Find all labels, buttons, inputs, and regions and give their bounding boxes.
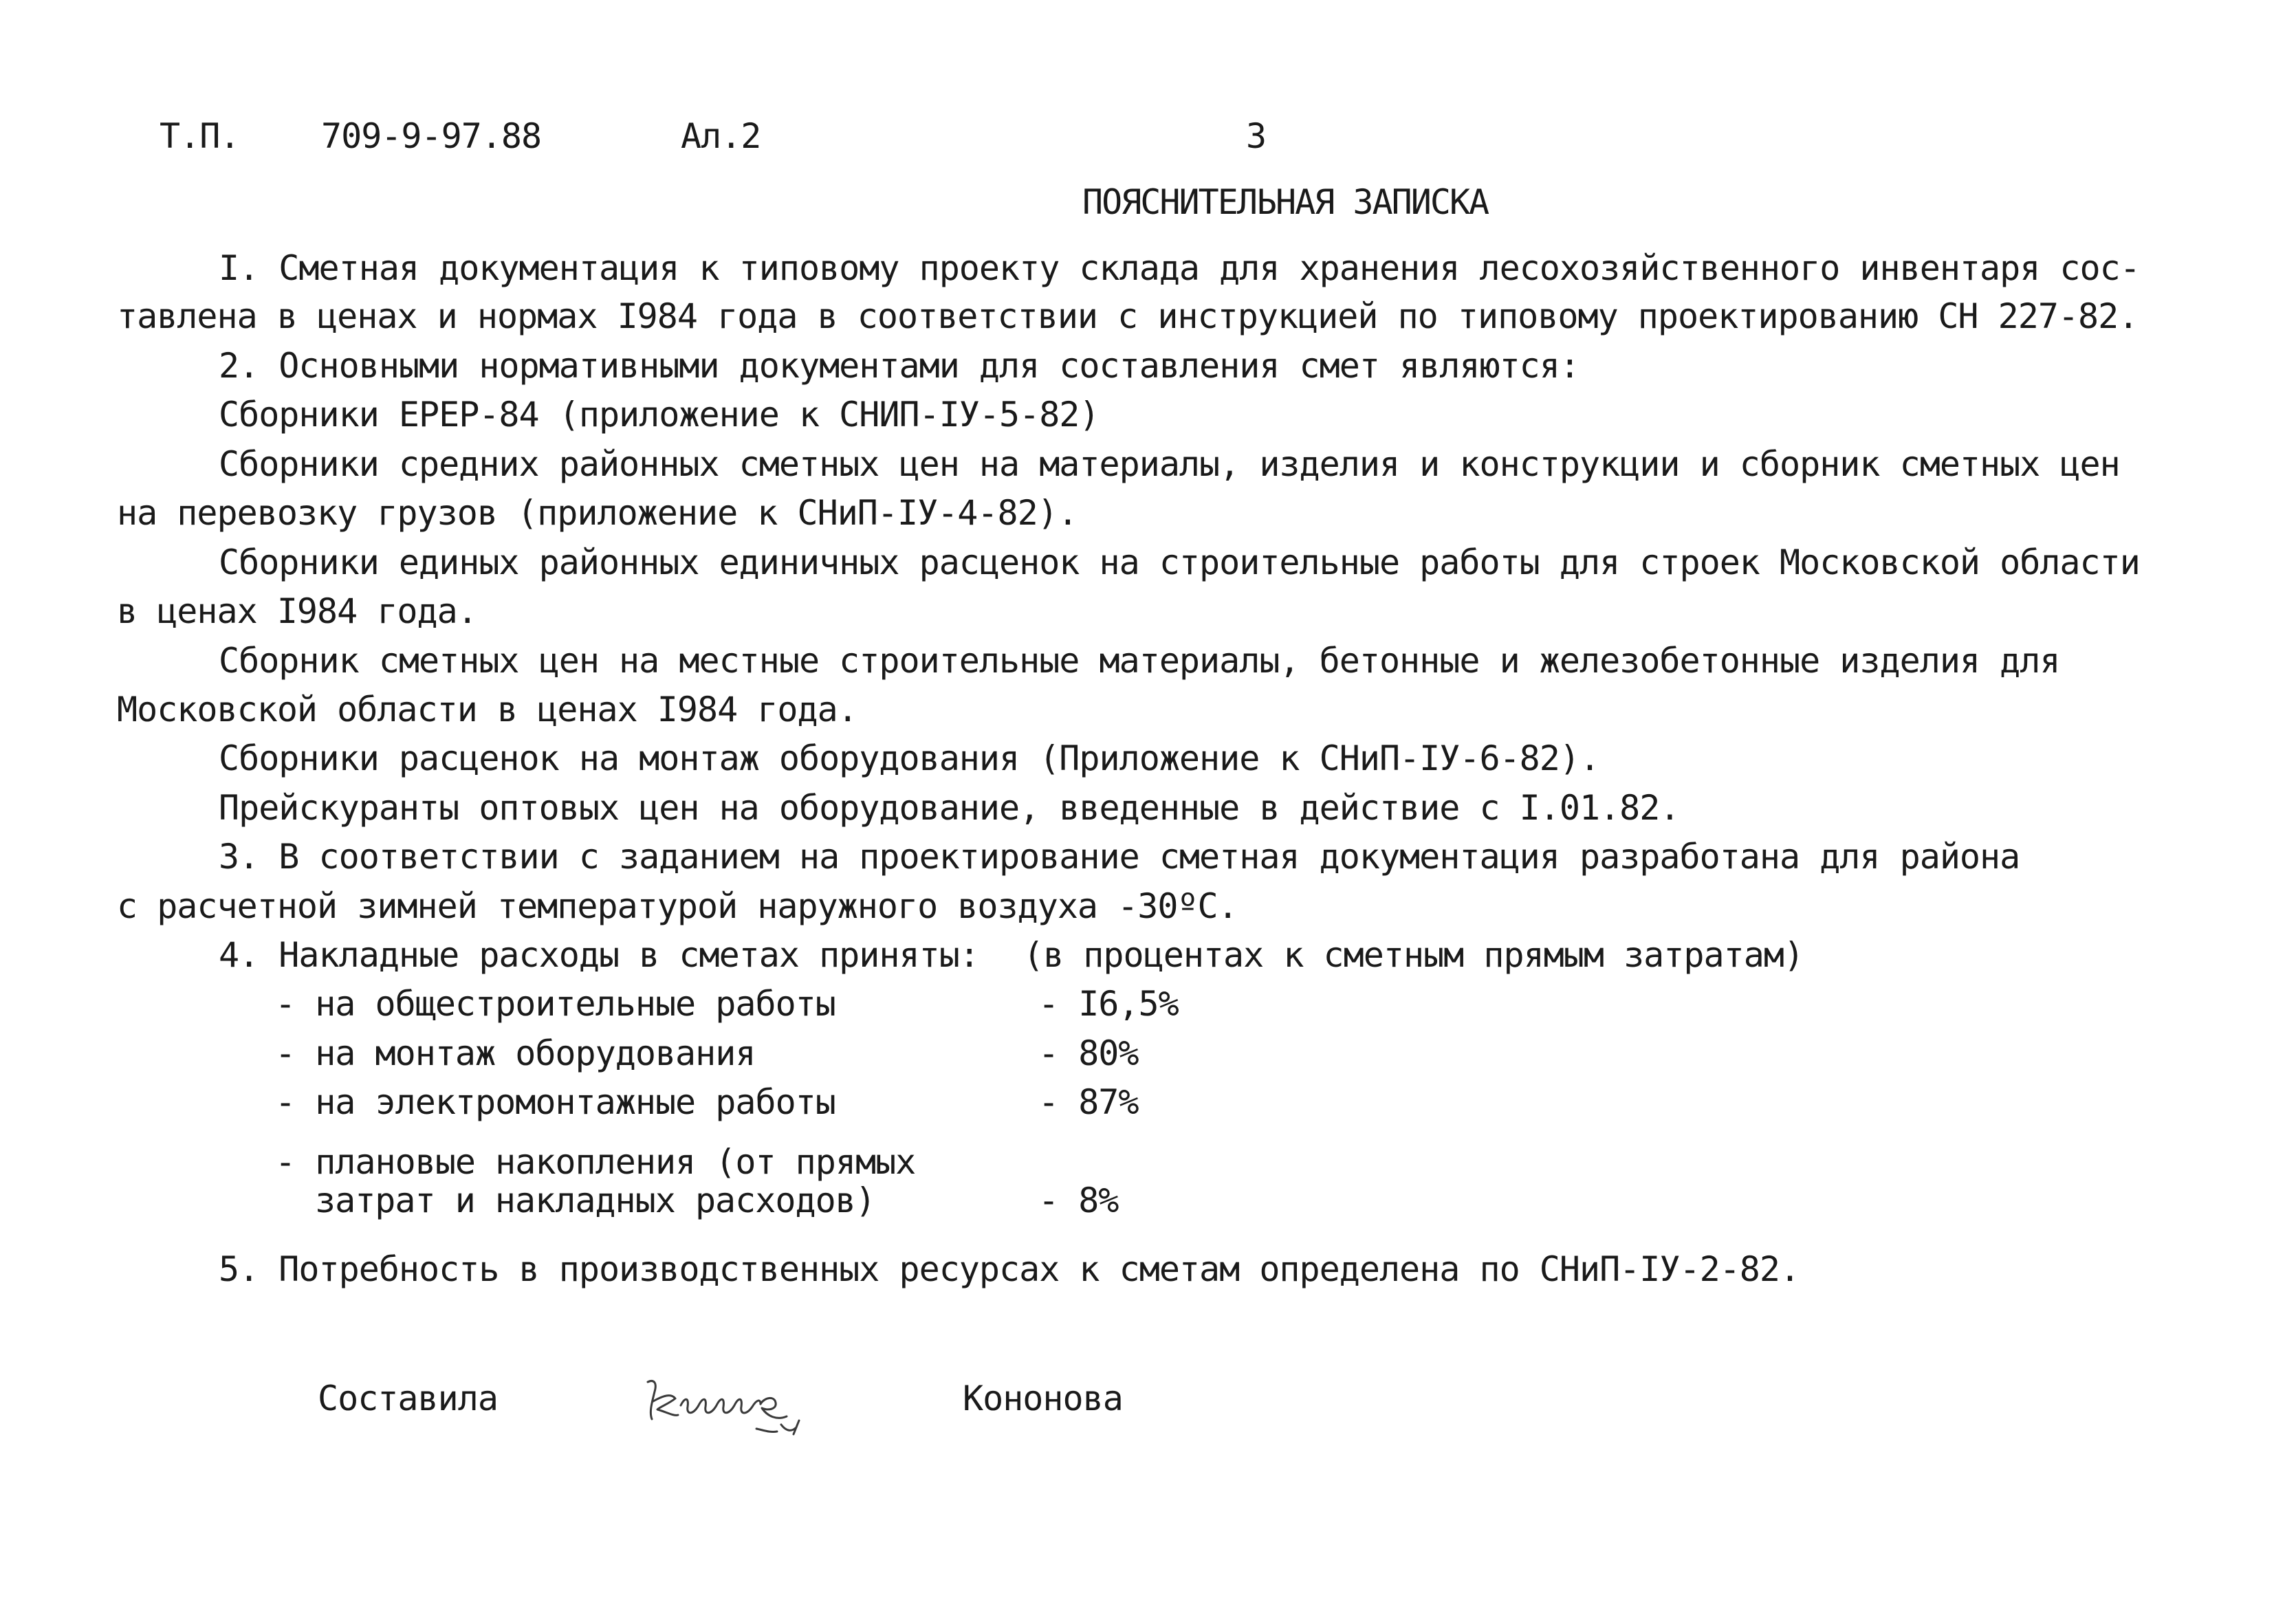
overheads-note: (в процентах к сметным прямым затратам) (1023, 935, 1804, 975)
overhead-label: - на электромонтажные работы (275, 1082, 835, 1122)
handwritten-signature (639, 1361, 901, 1458)
paragraph-4-intro: 4. Накладные расходы в сметах приняты: (219, 935, 979, 975)
paragraph-3-line-1: 3. В соответствии с заданием на проектирование сметная документация разработана для района (219, 837, 2020, 877)
list-entry-local-line-1: Сборник сметных цен на местные строительные материалы, бетонные и железобетонные изделия для (219, 641, 2060, 681)
list-entry-installation: Сборники расценок на монтаж оборудования (Приложение к СНиП-IУ-6-82). (219, 738, 1600, 778)
savings-value: - 8% (1038, 1181, 1119, 1220)
list-entry-rates-line-1: Сборники единых районных единичных расценок на строительные работы для строек Московской области (219, 542, 2140, 582)
overhead-value: - 87% (1038, 1082, 1139, 1122)
list-entry-prices-line-2: на перевозку грузов (приложение к СНиП-IУ-4-82). (117, 493, 1078, 533)
header-project-code: 709-9-97.88 (321, 116, 542, 156)
paragraph-3-line-2: с расчетной зимней температурой наружного воздуха -30ºС. (117, 886, 1238, 926)
header-album: Ал.2 (681, 116, 761, 156)
overhead-value: - I6,5% (1038, 984, 1179, 1024)
overhead-label: - на монтаж оборудования (275, 1033, 756, 1073)
paragraph-1-line-2: тавлена в ценах и нормах I984 года в соответствии с инструкцией по типовому проектированию СН 227-82. (117, 296, 2139, 336)
list-entry-rates-line-2: в ценах I984 года. (117, 591, 477, 631)
savings-label-line-1: - плановые накопления (от прямых (275, 1142, 916, 1182)
paragraph-5: 5. Потребность в производственных ресурсах к сметам определена по СНиП-IУ-2-82. (219, 1249, 1800, 1289)
header-series: Т.П. (160, 116, 240, 156)
paragraph-2-intro: 2. Основными нормативными документами для составления смет являются: (219, 346, 1579, 386)
compiled-by-label: Составила (318, 1379, 498, 1418)
overhead-label: - на общестроительные работы (275, 984, 835, 1024)
list-entry-pricelists: Прейскуранты оптовых цен на оборудование, введенные в действие с I.01.82. (219, 788, 1680, 828)
page-title: ПОЯСНИТЕЛЬНАЯ ЗАПИСКА (1082, 182, 1489, 222)
page-number: 3 (1246, 116, 1267, 156)
list-entry-local-line-2: Московской области в ценах I984 года. (117, 690, 857, 729)
overhead-value: - 80% (1038, 1033, 1139, 1073)
paragraph-1-line-1: I. Сметная документация к типовому проекту склада для хранения лесохозяйственного инвентаря сос- (219, 248, 2140, 288)
list-entry-erer: Сборники ЕРЕР-84 (приложение к СНИП-IУ-5-82) (219, 395, 1100, 435)
savings-label-line-2: затрат и накладных расходов) (315, 1181, 875, 1220)
list-entry-prices-line-1: Сборники средних районных сметных цен на материалы, изделия и конструкции и сборник сметных цен (219, 444, 2120, 484)
signatory-name: Кононова (963, 1379, 1123, 1418)
